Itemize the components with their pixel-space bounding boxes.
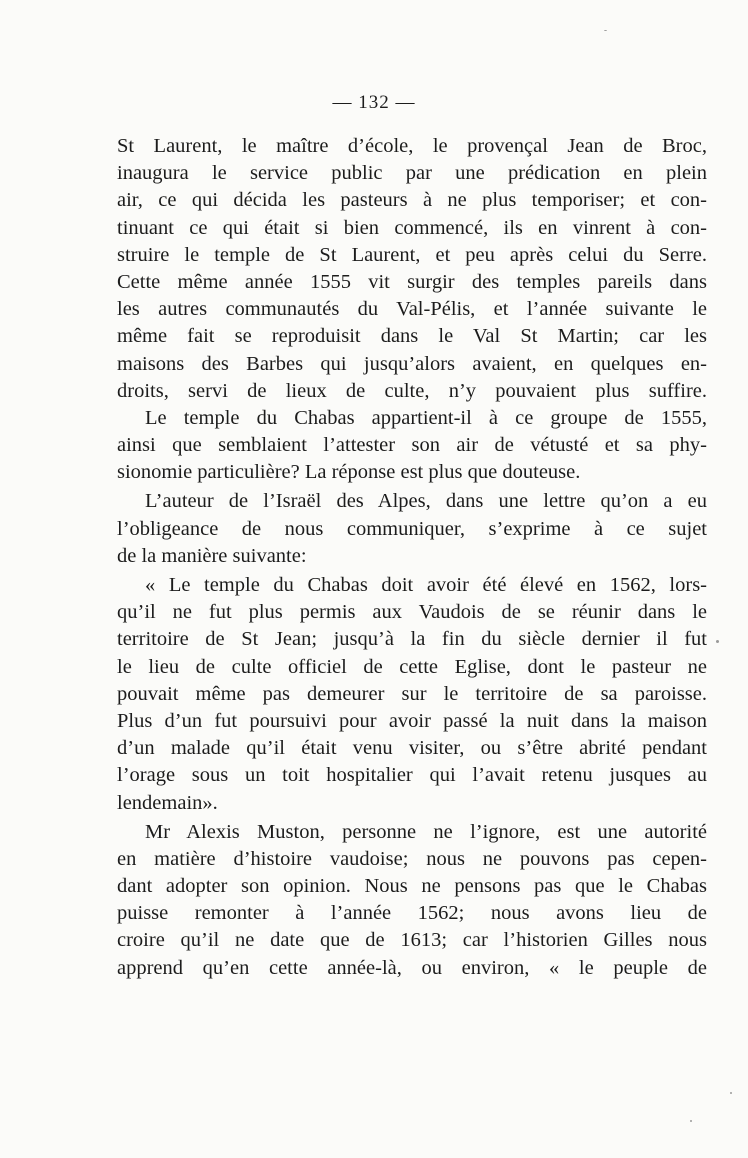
text-line: apprend qu’en cette année-là, ou environ, « le peuple de <box>117 956 707 979</box>
text-line: L’auteur de l’Israël des Alpes, dans une lettre qu’on a eu <box>145 490 707 513</box>
text-line: sionomie particulière? La réponse est plus que douteuse. <box>117 461 581 484</box>
text-line: croire qu’il ne date que de 1613; car l’historien Gilles nous <box>117 929 707 952</box>
text-line: air, ce qui décida les pasteurs à ne plus temporiser; et con- <box>117 189 707 212</box>
text-line: pouvait même pas demeurer sur le territoire de sa paroisse. <box>117 682 707 705</box>
scan-speck <box>690 1120 692 1122</box>
text-line: les autres communautés du Val-Pélis, et l’année suivante le <box>117 298 707 321</box>
text-line: le lieu de culte officiel de cette Eglise, dont le pasteur ne <box>117 655 707 678</box>
text-line: Mr Alexis Muston, personne ne l’ignore, est une autorité <box>145 820 707 843</box>
text-line: qu’il ne fut plus permis aux Vaudois de se réunir dans le <box>117 601 707 624</box>
text-line: inaugura le service public par une prédication en plein <box>117 162 707 185</box>
scan-speck <box>604 30 607 31</box>
text-line: St Laurent, le maître d’école, le provençal Jean de Broc, <box>117 135 707 157</box>
scan-speck <box>730 1092 732 1094</box>
body-text <box>117 133 707 982</box>
scan-speck <box>716 640 719 643</box>
text-line: Le temple du Chabas appartient-il à ce groupe de 1555, <box>145 406 707 429</box>
text-line: l’obligeance de nous communiquer, s’exprime à ce sujet <box>117 517 707 540</box>
page-number: — 132 — <box>332 92 416 113</box>
text-line: Cette même année 1555 vit surgir des temples pareils dans <box>117 270 707 293</box>
text-line: Plus d’un fut poursuivi pour avoir passé la nuit dans la maison <box>117 709 707 732</box>
text-line: lendemain». <box>117 791 218 814</box>
text-line: d’un malade qu’il était venu visiter, ou s’être abrité pendant <box>117 737 707 760</box>
text-line: puisse remonter à l’année 1562; nous avons lieu de <box>117 902 707 925</box>
text-line: en matière d’histoire vaudoise; nous ne pouvons pas cepen- <box>117 847 707 870</box>
text-line: dant adopter son opinion. Nous ne pensons pas que le Chabas <box>117 875 707 898</box>
text-line: même fait se reproduisit dans le Val St Martin; car les <box>117 325 707 348</box>
text-line: droits, servi de lieux de culte, n’y pouvaient plus suffire. <box>117 379 707 402</box>
text-line: tinuant ce qui était si bien commencé, ils en vinrent à con- <box>117 216 707 239</box>
text-line: de la manière suivante: <box>117 544 307 567</box>
text-line: ainsi que semblaient l’attester son air de vétusté et sa phy- <box>117 434 707 457</box>
text-line: « Le temple du Chabas doit avoir été élevé en 1562, lors- <box>145 574 707 596</box>
text-line: struire le temple de St Laurent, et peu après celui du Serre. <box>117 243 707 266</box>
text-line: l’orage sous un toit hospitalier qui l’avait retenu jusques au <box>117 764 707 787</box>
text-line: maisons des Barbes qui jusqu’alors avaient, en quelques en- <box>117 352 707 375</box>
text-line: territoire de St Jean; jusqu’à la fin du siècle dernier il fut <box>117 628 707 651</box>
